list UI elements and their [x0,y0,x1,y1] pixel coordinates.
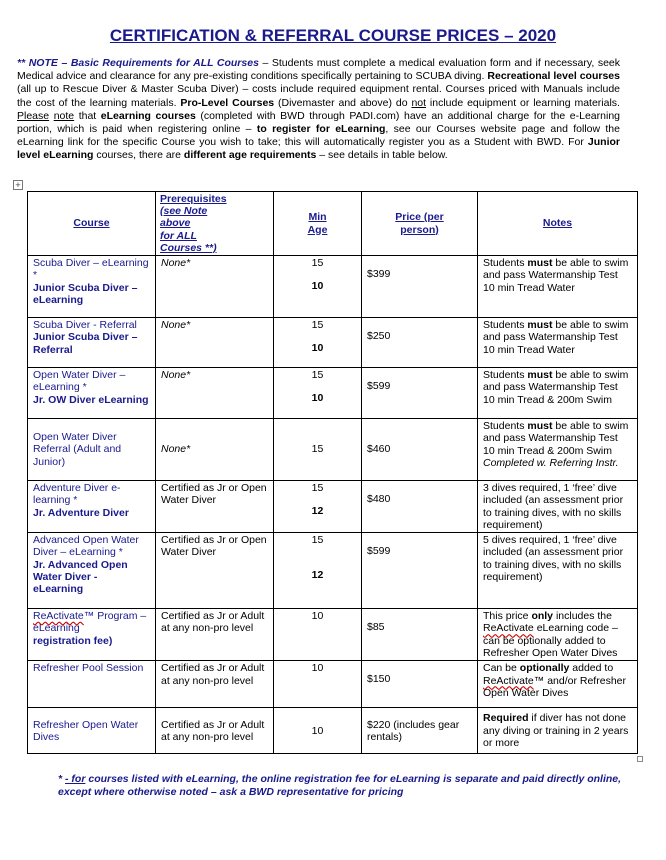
table-row [28,368,638,419]
course-cell: Scuba Diver - Referral Junior Scuba Diver – Referral [28,318,156,368]
header-price: Price (per person) [362,192,478,256]
price-cell: $480 [362,481,478,533]
price-cell: $599 [362,368,478,419]
course-prices-table [27,191,638,754]
notes-cell: Students must be able to swim and pass Watermanship Test 10 min Tread & 200m Swim [478,368,638,419]
table-row [28,481,638,533]
notes-cell: This price only includes the ReActivate eLearning code – can be optionally added to Refresher Open Water Dives [478,609,638,661]
header-notes: Notes [478,192,638,256]
course-cell: Advanced Open Water Diver – eLearning * Jr. Advanced Open Water Diver - eLearning [28,533,156,609]
prereq-cell: Certified as Jr or Open Water Diver [156,481,274,533]
footnote: * - for courses listed with eLearning, the online registration fee for eLearning is separate and paid directly online, except where otherwise noted – ask a BWD representative for pricing [58,773,622,799]
page-title: CERTIFICATION & REFERRAL COURSE PRICES – 2020 [109,26,557,45]
prereq-cell: None* [156,318,274,368]
prereq-cell: None* [156,419,274,481]
header-prerequisites: Prerequisites (see Note above for ALL Courses **) [156,192,274,256]
notes-cell: Students must be able to swim and pass Watermanship Test 10 min Tread & 200m Swim Completed w. Referring Instr. [478,419,638,481]
prereq-cell: Certified as Jr or Open Water Diver [156,533,274,609]
price-cell: $250 [362,318,478,368]
header-course: Course [28,192,156,256]
course-cell: Adventure Diver e-learning * Jr. Adventure Diver [28,481,156,533]
notes-cell: Students must be able to swim and pass Watermanship Test 10 min Tread Water [478,256,638,318]
course-cell: Open Water Diver – eLearning * Jr. OW Diver eLearning [28,368,156,419]
age-cell: 15 10 [274,256,362,318]
resize-handle-icon[interactable] [637,756,643,762]
price-cell: $85 [362,609,478,661]
table-row [28,661,638,708]
course-cell: Refresher Open Water Dives [28,708,156,754]
age-cell: 10 [274,609,362,661]
age-cell: 15 12 [274,533,362,609]
price-cell: $399 [362,256,478,318]
move-arrows-icon[interactable]: + [13,180,23,190]
course-cell: Open Water Diver Referral (Adult and Junior) [28,419,156,481]
price-cell: $150 [362,661,478,708]
table-row [28,533,638,609]
notes-cell: Students must be able to swim and pass Watermanship Test 10 min Tread Water [478,318,638,368]
course-cell: Refresher Pool Session [28,661,156,708]
prereq-cell: Certified as Jr or Adult at any non-pro level [156,609,274,661]
table-row [28,609,638,661]
notes-cell: Required if diver has not done any diving or training in 2 years or more [478,708,638,754]
age-cell: 15 10 [274,368,362,419]
age-cell: 15 [274,419,362,481]
course-cell: ReActivate™ Program – eLearning registration fee) [28,609,156,661]
age-cell: 10 [274,661,362,708]
price-cell: $220 (includes gear rentals) [362,708,478,754]
notes-cell: Can be optionally added to ReActivate™ and/or Refresher Open Water Dives [478,661,638,708]
requirements-note: ** NOTE – Basic Requirements for ALL Courses – Students must complete a medical evaluation form and if necessary, seek Medical advice and clearance for any pre-existing conditions specifically pertaining to SCUBA diving. Recreational level courses (all up to Rescue Diver & Master Scuba Diver) – costs include required equipment rental. Courses priced with Manuals include the cost of the learning materials. Pro-Level Courses (Divemaster and above) do not include equipment or learning materials. Please note that eLearning courses (completed with BWD through PADI.com) have an additional charge for the e-Learning portion, which is paid when registering online – to register for eLearning, see our Courses website page and follow the eLearning link for the specific Course you wish to take; this will automatically register you as a Student with BWD. For Junior level eLearning courses, there are different age requirements – see details in table below. [17,57,621,162]
table-row [28,318,638,368]
header-min-age: Min Age [274,192,362,256]
age-cell: 15 10 [274,318,362,368]
price-cell: $599 [362,533,478,609]
prereq-cell: Certified as Jr or Adult at any non-pro level [156,708,274,754]
prereq-cell: Certified as Jr or Adult at any non-pro level [156,661,274,708]
note-lead: ** NOTE – Basic Requirements for ALL Courses [17,57,259,69]
table-row [28,708,638,754]
table-row [28,256,638,318]
age-cell: 10 [274,708,362,754]
notes-cell: 5 dives required, 1 ‘free’ dive included (an assessment prior to training dives, with no skills requirement) [478,533,638,609]
prereq-cell: None* [156,368,274,419]
course-cell: Scuba Diver – eLearning * Junior Scuba Diver – eLearning [28,256,156,318]
table-header-row [28,192,638,256]
notes-cell: 3 dives required, 1 ‘free’ dive included (an assessment prior to training dives, with no skills requirement) [478,481,638,533]
age-cell: 15 12 [274,481,362,533]
table-row [28,419,638,481]
price-cell: $460 [362,419,478,481]
prereq-cell: None* [156,256,274,318]
